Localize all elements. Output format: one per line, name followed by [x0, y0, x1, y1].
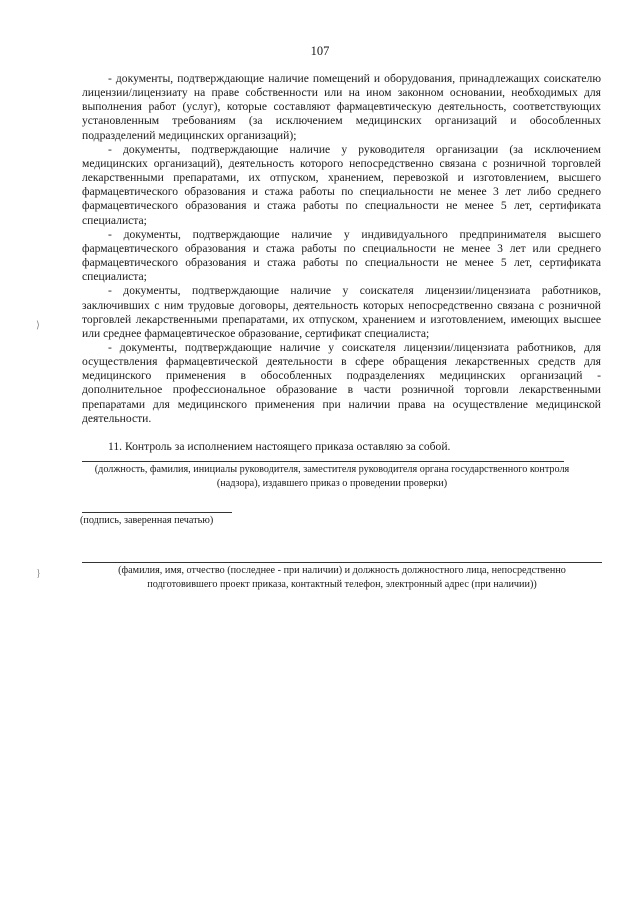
scan-mark-left-lower: }: [36, 568, 41, 579]
paragraph-employees: - документы, подтверждающие наличие у соискателя лицензии/лицензиата работников, заключивших с ним трудовые договоры, деятельность которых непосредственно связана с розничной торговлей лекарственными препаратами, их отпуском, хранением и изготовлением, имеющих высшее или среднее фармацевтическое образование, сертификат специалиста;: [82, 284, 601, 340]
paragraph-branch-employees: - документы, подтверждающие наличие у соискателя лицензии/лицензиата работников, для осуществления фармацевтической деятельности в сфере обращения лекарственных средств для медицинского применения в обособленных подразделениях медицинских организаций - дополнительное профессиональное образование в части розничной торговли лекарственными препаратами для медицинского применения при наличии права на осуществление медицинской деятельности.: [82, 340, 601, 425]
preparer-caption: (фамилия, имя, отчество (последнее - при наличии) и должность должностного лица, непосредственно подготовившего проект приказа, контактный телефон, электронный адрес (при наличии)): [118, 565, 566, 590]
signature-line: [82, 512, 232, 513]
paragraph-entrepreneur: - документы, подтверждающие наличие у индивидуального предпринимателя высшего фармацевтического образования и стажа работы по специальности не менее 3 лет или среднего фармацевтического образования и стажа работы по специальности не менее 5 лет, сертификата специалиста;: [82, 227, 601, 284]
page-number: 107: [310, 44, 330, 58]
document-body: [82, 72, 601, 454]
paragraph-premises: - документы, подтверждающие наличие помещений и оборудования, принадлежащих соискателю лицензии/лицензиату на праве собственности или на ином законном основании, необходимых для выполнения работ (услуг), которые составляют фармацевтическую деятельность, соответствующих установленным требованиям (за исключением медицинских организаций и обособленных подразделений медицинских организаций);: [82, 72, 601, 142]
signature-caption: (подпись, заверенная печатью): [80, 515, 214, 526]
head-signature-line: [82, 461, 564, 462]
paragraph-organization-head: - документы, подтверждающие наличие у руководителя организации (за исключением медицинских организаций), деятельность которого непосредственно связана с розничной торговлей лекарственными препаратами, их отпуском, хранением, перевозкой и изготовлением, высшего фармацевтического образования и стажа работы по специальности не менее 3 лет либо среднего фармацевтического образования и стажа работы по специальности не менее 5 лет, сертификата специалиста;: [82, 142, 601, 227]
scan-mark-left: ⟩: [36, 320, 40, 331]
control-clause: 11. Контроль за исполнением настоящего приказа оставляю за собой.: [108, 439, 451, 453]
preparer-line: [82, 562, 602, 563]
head-caption: (должность, фамилия, инициалы руководителя, заместителя руководителя органа государственного контроля (надзора), издавшего приказ о проведении проверки): [94, 464, 570, 489]
